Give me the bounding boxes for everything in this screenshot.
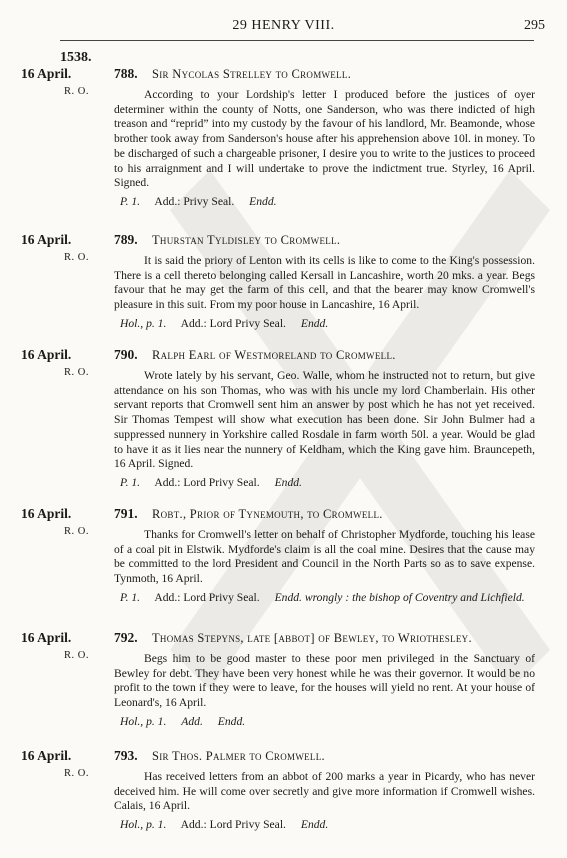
entry-source: R. O. [64, 252, 89, 263]
address-note: Add.: Lord Privy Seal. [154, 590, 260, 604]
address-note: Add. [181, 714, 203, 728]
header-title: 29 HENRY VIII. [232, 18, 335, 33]
entry-text: According to your Lordship's letter I produced before the justices of oyer determiner within the county of Notts, one Sanderson, who was there indicted of high treason and “reprid” into my custody by the favour of his landlord, Mr. Beamonde, whose brother took away from Sanderson's house after his apprehension above 10l. in money. To be discharged of such a chargeable prisoner, I desire you to write to the justices to proceed to his arraignment and I will undertake to prove the indictment true. Styrley, 16 April. Signed. [114, 88, 535, 190]
entry-date: 16 April. [21, 66, 72, 81]
entry-number: 793. [114, 748, 138, 763]
address-note: Add.: Lord Privy Seal. [180, 818, 286, 832]
entry-add-line [114, 591, 535, 606]
entry-number: 789. [114, 232, 138, 247]
pages-note: Hol., p. 1. [120, 316, 167, 330]
endorsement-note: Endd. [249, 194, 277, 208]
entry-number: 792. [114, 630, 138, 645]
entry-add-line [114, 195, 535, 210]
endorsement-note: Endd. [300, 316, 329, 330]
entry-body [114, 528, 535, 606]
endorsement-note: Endd. [300, 818, 329, 832]
entry-source: R. O. [64, 526, 89, 537]
entry-date: 16 April. [21, 630, 72, 645]
entry-date: 16 April. [21, 347, 72, 362]
entry-number: 788. [114, 66, 138, 81]
pages-note: P. 1. [120, 590, 141, 604]
entry-number: 790. [114, 347, 138, 362]
entry-heading: Robt., Prior of Tynemouth, to Cromwell. [152, 507, 383, 521]
pages-note: Hol., p. 1. [120, 714, 167, 728]
entry-heading: Sir Thos. Palmer to Cromwell. [152, 749, 325, 763]
entry-date: 16 April. [21, 748, 72, 763]
endorsement-note: Endd. [274, 475, 302, 489]
pages-note: P. 1. [120, 475, 141, 489]
year-marker: 1538. [60, 50, 92, 65]
entry-source: R. O. [64, 367, 89, 378]
entry-add-line [114, 715, 535, 730]
address-note: Add.: Lord Privy Seal. [180, 316, 286, 330]
address-note: Add.: Lord Privy Seal. [154, 475, 260, 489]
entry-text: Begs him to be good master to these poor men privileged in the Sanctuary of Bewley for debt. They have been very honest while he was their governor. It would be no profit to the town if they were to leave, for the houses will yield no rent. At your house of Leonard's, 16 April. [114, 652, 535, 710]
entry-heading: Thurstan Tyldisley to Cromwell. [152, 233, 341, 247]
entry-text: Wrote lately by his servant, Geo. Walle, whom he instructed not to return, but give attendance on his son Thomas, who was with his uncle my lord Chamberlain. His other servant reports that Cromwell sent him an answer by post which he has not yet received. Sir Thomas Tempest will show what execution has been done. Sir John Bulmer had a suppressed nunnery in Yorkshire called Rosdale in farm worth 50l. a year. Would be glad to have it as it lies near the nunnery of Keldham, which the King gave him. Brauncepeth, 16 April. Signed. [114, 369, 535, 471]
entry-source: R. O. [64, 650, 89, 661]
address-note: Add.: Privy Seal. [154, 194, 235, 208]
entry-add-line [114, 317, 535, 332]
entry-text: Has received letters from an abbot of 200 marks a year in Picardy, who has never deceived him. He will come over secretly and give more information if Cromwell wishes. Calais, 16 April. [114, 770, 535, 813]
entry-add-line [114, 818, 535, 833]
running-header [0, 18, 567, 36]
entry-source: R. O. [64, 86, 89, 97]
entry-number: 791. [114, 506, 138, 521]
entry-heading: Ralph Earl of Westmoreland to Cromwell. [152, 348, 396, 362]
entry-body [114, 652, 535, 730]
entry-heading: Thomas Stepyns, late [abbot] of Bewley, to Wriothesley. [152, 631, 472, 645]
entry-body [114, 369, 535, 491]
endorsement-note: Endd. [217, 714, 246, 728]
header-rule [60, 40, 534, 41]
pages-note: P. 1. [120, 194, 141, 208]
entry-body [114, 254, 535, 332]
entry-text: It is said the priory of Lenton with its cells is like to come to the King's possession. There is a cell thereto belonging called Kersall in Lancashire, worth 20 mks. a year. Begs favour that he may get the farm of this cell, and that the bearer may know Cromwell's pleasure in this suit. From my poor house in Lancashire, 16 April. [114, 254, 535, 312]
entry-date: 16 April. [21, 232, 72, 247]
entry-body [114, 88, 535, 210]
entry-text: Thanks for Cromwell's letter on behalf of Christopher Mydforde, touching his lease of a coal pit in Elstwik. Mydforde's claim is all the coal mine. Desires that the cause may be committed to the lord President and Council in the North Parts so as to save expense. Tynmoth, 16 April. [114, 528, 535, 586]
entry-date: 16 April. [21, 506, 72, 521]
pages-note: Hol., p. 1. [120, 818, 167, 832]
entry-body [114, 770, 535, 833]
entry-source: R. O. [64, 768, 89, 779]
page-number: 295 [524, 18, 545, 33]
entry-add-line [114, 476, 535, 491]
entry-heading: Sir Nycolas Strelley to Cromwell. [152, 67, 352, 81]
endorsement-note: Endd. wrongly : the bishop of Coventry and Lichfield. [274, 590, 525, 604]
